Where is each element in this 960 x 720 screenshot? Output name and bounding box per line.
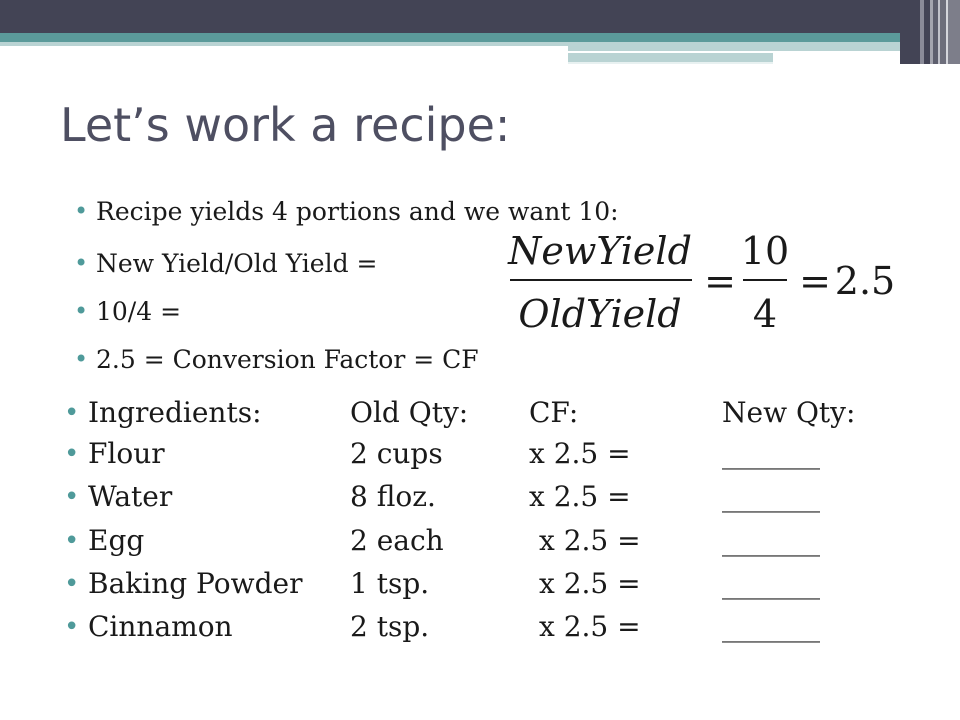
table-row	[64, 567, 888, 601]
header-band-line-lower	[568, 62, 773, 64]
bullet-icon: •	[74, 345, 89, 373]
new-qty-blank: _______	[722, 524, 820, 557]
conversion-factor: x 2.5 =	[529, 437, 631, 470]
table-row	[64, 480, 888, 514]
ingredient-name: Flour	[88, 437, 165, 470]
header-band-teal	[0, 33, 960, 42]
bullet-conversion-factor	[74, 345, 479, 375]
table-header-row	[64, 396, 888, 430]
formula-equals-2: =	[799, 259, 831, 303]
header-band-corner	[900, 0, 960, 64]
formula-result: 2.5	[834, 259, 896, 303]
ingredient-name: Baking Powder	[88, 567, 303, 600]
bullet-recipe-yields	[74, 197, 619, 227]
bullet-text: New Yield/Old Yield =	[96, 249, 378, 278]
formula-denominator: OldYield	[518, 292, 682, 336]
bullet-icon: •	[74, 197, 89, 225]
bullet-icon: •	[74, 297, 89, 325]
header-ingredients: Ingredients:	[88, 396, 262, 429]
header-cf: CF:	[529, 396, 579, 429]
old-qty: 2 cups	[350, 437, 443, 470]
bullet-text: Recipe yields 4 portions and we want 10:	[96, 197, 619, 226]
bullet-icon: •	[64, 526, 80, 556]
formula-den2: 4	[752, 292, 778, 336]
conversion-factor: x 2.5 =	[539, 610, 641, 643]
header-band-line	[568, 51, 888, 53]
formula-numerator: NewYield	[508, 229, 692, 273]
bullet-icon: •	[64, 439, 80, 469]
table-row	[64, 610, 888, 644]
header-old-qty: Old Qty:	[350, 396, 469, 429]
old-qty: 1 tsp.	[350, 567, 430, 600]
table-row	[64, 524, 888, 558]
yield-formula	[505, 224, 900, 336]
new-qty-blank: _______	[722, 480, 820, 513]
bullet-icon: •	[64, 612, 80, 642]
old-qty: 8 floz.	[350, 480, 436, 513]
bullet-new-over-old	[74, 249, 378, 279]
slide-title: Let’s work a recipe:	[60, 98, 511, 152]
new-qty-blank: _______	[722, 437, 820, 470]
bullet-icon: •	[64, 398, 80, 428]
old-qty: 2 each	[350, 524, 444, 557]
bullet-text: 2.5 = Conversion Factor = CF	[96, 345, 479, 374]
new-qty-blank: _______	[722, 567, 820, 600]
new-qty-blank: _______	[722, 610, 820, 643]
conversion-factor: x 2.5 =	[539, 524, 641, 557]
ingredient-name: Egg	[88, 524, 145, 557]
ingredient-name: Water	[88, 480, 173, 513]
header-band-dark	[0, 0, 960, 33]
bullet-text: 10/4 =	[96, 297, 182, 326]
bullet-icon: •	[64, 569, 80, 599]
bullet-icon: •	[74, 249, 89, 277]
formula-num2: 10	[740, 229, 790, 273]
bullet-icon: •	[64, 482, 80, 512]
table-row	[64, 437, 888, 471]
conversion-factor: x 2.5 =	[529, 480, 631, 513]
old-qty: 2 tsp.	[350, 610, 430, 643]
header-new-qty: New Qty:	[722, 396, 856, 429]
conversion-factor: x 2.5 =	[539, 567, 641, 600]
formula-equals-1: =	[704, 259, 736, 303]
ingredient-name: Cinnamon	[88, 610, 233, 643]
bullet-ten-over-four	[74, 297, 182, 327]
